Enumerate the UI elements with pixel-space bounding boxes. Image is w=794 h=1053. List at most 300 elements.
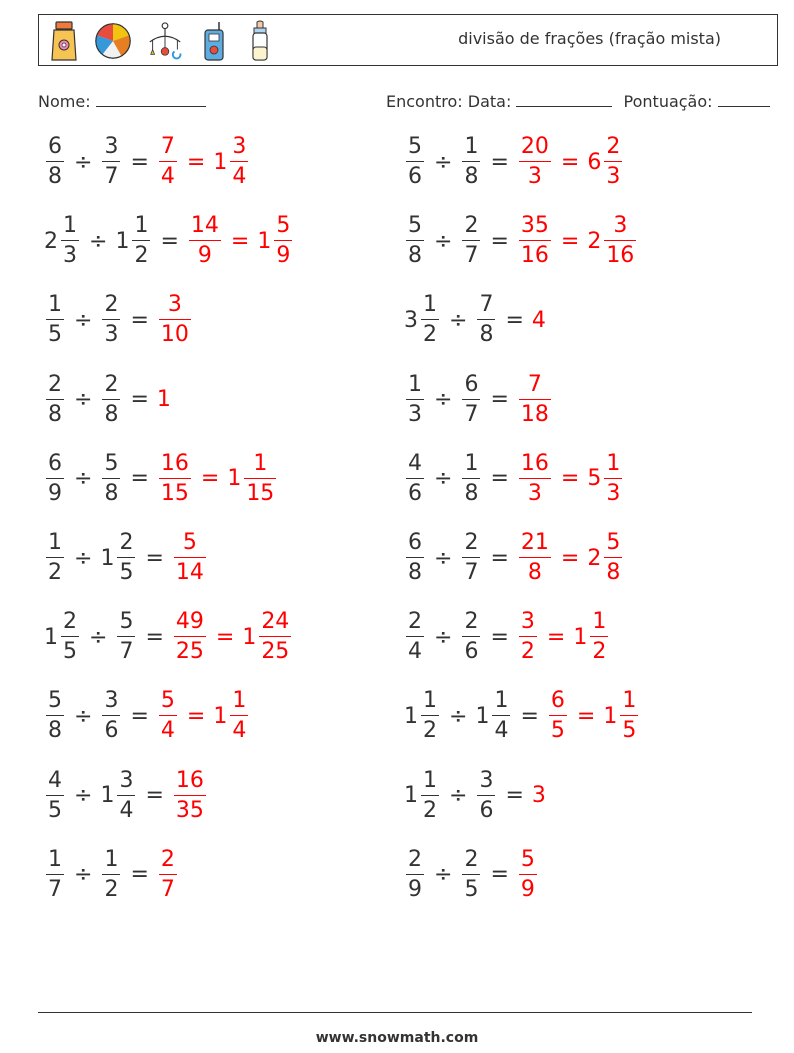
problem-1 <box>44 132 250 192</box>
problem-11 <box>44 528 208 588</box>
mixed-number <box>213 136 250 188</box>
numerator: 2 <box>408 846 422 872</box>
mixed-number <box>475 767 497 823</box>
mixed-number <box>100 846 122 902</box>
mixed-number <box>404 767 441 823</box>
equals-sign: = <box>490 228 509 254</box>
equals-sign: = <box>145 624 164 650</box>
denominator: 8 <box>48 401 62 427</box>
mixed-number <box>227 450 278 506</box>
mixed-number <box>115 215 152 267</box>
whole-part: 1 <box>213 703 228 729</box>
mixed-number <box>587 450 624 506</box>
whole-part: 1 <box>44 624 58 650</box>
equals-sign: = <box>560 149 580 175</box>
denominator: 2 <box>104 876 119 902</box>
mixed-number <box>100 690 122 742</box>
problem-17 <box>44 766 208 826</box>
denominator: 4 <box>408 639 422 665</box>
equals-sign: = <box>490 545 509 571</box>
fraction <box>117 767 135 823</box>
fraction-bar <box>102 715 120 716</box>
mixed-number <box>187 215 223 267</box>
fraction-bar <box>406 161 424 162</box>
fraction-bar <box>462 240 480 241</box>
numerator: 24 <box>261 609 290 635</box>
fraction-bar <box>406 240 424 241</box>
numerator: 2 <box>119 530 134 555</box>
mixed-number <box>44 846 66 902</box>
mixed-number <box>172 611 208 663</box>
fraction <box>604 450 622 506</box>
numerator: 4 <box>48 767 62 793</box>
fraction <box>519 371 551 427</box>
fraction <box>102 294 120 346</box>
equals-sign: = <box>560 466 580 492</box>
whole-part: 6 <box>587 149 602 175</box>
fraction-bar <box>132 240 150 241</box>
mixed-number <box>157 294 193 346</box>
fraction-bar <box>174 795 206 796</box>
denominator: 10 <box>160 322 189 348</box>
fraction-bar <box>102 161 120 162</box>
fraction <box>421 767 439 823</box>
fraction <box>174 767 206 823</box>
fraction <box>274 215 292 267</box>
divide-sign: ÷ <box>74 703 93 729</box>
denominator: 9 <box>48 480 62 506</box>
mixed-number <box>257 215 294 267</box>
numerator: 1 <box>48 530 62 555</box>
fraction <box>46 767 64 823</box>
numerator: 3 <box>167 292 182 318</box>
whole-part: 1 <box>257 228 272 254</box>
equals-sign: = <box>160 228 179 254</box>
fraction <box>492 690 510 742</box>
fraction <box>230 136 248 188</box>
equals-sign: = <box>130 466 149 492</box>
fraction <box>159 450 191 506</box>
mixed-number <box>517 532 553 584</box>
fraction-bar <box>549 715 567 716</box>
mixed-number <box>460 532 482 584</box>
mixed-number <box>172 532 208 584</box>
equals-sign: = <box>490 149 509 175</box>
fraction <box>519 450 551 506</box>
denominator: 2 <box>423 718 437 744</box>
problem-3 <box>44 211 294 271</box>
fraction-bar <box>406 557 424 558</box>
fraction-bar <box>421 795 439 796</box>
fraction-bar <box>159 161 177 162</box>
answer <box>517 371 553 427</box>
fraction <box>159 136 177 188</box>
whole-part: 1 <box>227 466 242 492</box>
fraction <box>102 846 120 902</box>
fraction-bar <box>620 715 638 716</box>
mixed-number <box>587 136 624 188</box>
numerator: 2 <box>606 134 621 159</box>
fraction-bar <box>46 795 64 796</box>
numerator: 5 <box>160 688 175 714</box>
mixed-number <box>517 371 553 427</box>
divide-sign: ÷ <box>449 703 468 729</box>
divide-sign: ÷ <box>434 624 453 650</box>
equals-sign: = <box>490 387 509 413</box>
numerator: 1 <box>494 688 509 714</box>
fraction-bar <box>102 319 120 320</box>
answer <box>157 450 278 506</box>
fraction <box>477 294 495 346</box>
denominator: 2 <box>134 243 149 269</box>
denominator: 8 <box>48 718 62 744</box>
fraction-bar <box>462 399 480 400</box>
equals-sign: = <box>145 783 164 809</box>
fraction-bar <box>406 874 424 875</box>
numerator: 1 <box>423 767 437 793</box>
mixed-number <box>517 136 553 188</box>
denominator: 8 <box>464 164 479 189</box>
denominator: 5 <box>48 322 62 348</box>
mixed-number <box>404 450 426 506</box>
numerator: 2 <box>464 530 479 555</box>
denominator: 15 <box>160 480 189 506</box>
answer <box>517 846 539 902</box>
header-icons <box>47 19 277 63</box>
mixed-number <box>517 846 539 902</box>
fraction <box>406 611 424 663</box>
answer <box>517 450 624 506</box>
numerator: 6 <box>550 688 565 714</box>
denominator: 7 <box>119 639 134 665</box>
numerator: 16 <box>520 450 549 476</box>
fraction-bar <box>462 478 480 479</box>
answer <box>517 532 624 584</box>
fraction <box>46 532 64 584</box>
whole-part: 1 <box>404 703 418 729</box>
problem-14 <box>404 607 610 667</box>
fraction <box>519 532 551 584</box>
fraction-bar <box>244 478 276 479</box>
problem-19 <box>44 845 179 905</box>
fraction-bar <box>519 161 551 162</box>
numerator: 5 <box>119 609 134 635</box>
equals-sign: = <box>505 307 524 333</box>
fraction-bar <box>159 874 177 875</box>
whole-part: 1 <box>573 624 588 650</box>
fraction-bar <box>102 399 120 400</box>
whole-part: 1 <box>100 783 115 809</box>
denominator: 6 <box>479 797 494 823</box>
denominator: 5 <box>119 560 134 585</box>
denominator: 8 <box>479 322 494 348</box>
mixed-number <box>404 846 426 902</box>
numerator: 1 <box>464 450 479 476</box>
equals-sign: = <box>560 228 580 254</box>
denominator: 14 <box>175 560 204 585</box>
fraction-bar <box>421 715 439 716</box>
answer <box>532 783 547 808</box>
whole-part: 3 <box>404 307 418 333</box>
name-blank[interactable] <box>96 92 206 107</box>
mixed-number <box>213 690 250 742</box>
fraction-bar <box>519 478 551 479</box>
footer-divider <box>38 1012 752 1013</box>
mixed-number <box>475 690 512 742</box>
fraction <box>117 532 135 584</box>
answer <box>157 846 179 902</box>
problem-7 <box>44 370 172 430</box>
fraction <box>117 611 135 663</box>
equals-sign: = <box>145 545 164 571</box>
denominator: 6 <box>464 639 479 665</box>
whole-part: 1 <box>115 228 130 254</box>
divide-sign: ÷ <box>434 862 453 888</box>
whole-part: 2 <box>587 228 602 254</box>
equals-sign: = <box>576 703 596 729</box>
mixed-number <box>587 215 638 267</box>
baby-monitor-icon <box>197 20 231 62</box>
denominator: 7 <box>464 560 479 585</box>
divide-sign: ÷ <box>89 624 108 650</box>
numerator: 3 <box>520 609 535 635</box>
numerator: 35 <box>520 213 549 239</box>
fraction <box>61 611 79 663</box>
mixed-number <box>100 136 122 188</box>
answer <box>157 387 172 412</box>
mixed-number <box>44 611 81 663</box>
numerator: 5 <box>276 213 291 239</box>
denominator: 9 <box>408 876 422 902</box>
fraction <box>519 215 551 267</box>
fraction-bar <box>46 161 64 162</box>
fraction <box>620 690 638 742</box>
fraction-bar <box>590 636 608 637</box>
denominator: 7 <box>160 876 175 902</box>
divide-sign: ÷ <box>74 545 93 571</box>
fraction-bar <box>519 874 537 875</box>
denominator: 15 <box>246 480 275 506</box>
numerator: 6 <box>464 371 479 397</box>
fraction <box>46 371 64 427</box>
whole-part: 3 <box>531 783 546 809</box>
mixed-number <box>404 532 426 584</box>
denominator: 25 <box>261 639 290 665</box>
fraction <box>406 215 424 267</box>
problem-6 <box>404 290 547 350</box>
problem-20 <box>404 845 539 905</box>
whole-part: 1 <box>475 703 490 729</box>
fraction <box>462 215 480 267</box>
mixed-number <box>100 532 137 584</box>
fraction <box>421 690 439 742</box>
denominator: 2 <box>48 560 62 585</box>
numerator: 1 <box>622 688 637 714</box>
divide-sign: ÷ <box>74 862 93 888</box>
fraction <box>462 450 480 506</box>
equals-sign: = <box>215 624 235 650</box>
fraction-bar <box>46 319 64 320</box>
numerator: 2 <box>464 846 479 872</box>
page-title: divisão de frações (fração mista) <box>458 29 721 48</box>
numerator: 1 <box>464 134 479 159</box>
fraction <box>462 532 480 584</box>
fraction-bar <box>519 636 537 637</box>
mixed-number <box>44 136 66 188</box>
fraction-bar <box>102 874 120 875</box>
fraction-bar <box>159 319 191 320</box>
denominator: 3 <box>408 401 422 427</box>
fraction <box>174 611 206 663</box>
divide-sign: ÷ <box>434 466 453 492</box>
encounter-label: Encontro: Data: <box>386 92 512 111</box>
denominator: 5 <box>622 718 637 744</box>
fraction-bar <box>421 319 439 320</box>
mixed-number <box>157 846 179 902</box>
numerator: 3 <box>119 767 134 793</box>
fraction-bar <box>462 161 480 162</box>
fraction <box>519 611 537 663</box>
denominator: 8 <box>104 401 119 427</box>
fraction-bar <box>230 161 248 162</box>
mixed-number <box>172 767 208 823</box>
numerator: 2 <box>464 609 479 635</box>
mixed-number <box>532 308 547 333</box>
numerator: 1 <box>48 292 62 318</box>
fraction <box>604 136 622 188</box>
numerator: 16 <box>160 450 189 476</box>
denominator: 3 <box>527 164 542 189</box>
fraction <box>477 767 495 823</box>
fraction-bar <box>117 795 135 796</box>
denominator: 4 <box>160 164 175 189</box>
divide-sign: ÷ <box>89 228 108 254</box>
numerator: 5 <box>408 134 422 159</box>
mixed-number <box>44 215 81 267</box>
mixed-number <box>44 450 66 506</box>
mixed-number <box>532 783 547 808</box>
fraction-bar <box>477 319 495 320</box>
fraction <box>159 294 191 346</box>
numerator: 2 <box>48 371 62 397</box>
numerator: 1 <box>48 846 62 872</box>
equals-sign: = <box>186 149 206 175</box>
answer <box>172 611 293 663</box>
mixed-number <box>242 611 293 663</box>
numerator: 5 <box>606 530 621 555</box>
fraction-bar <box>492 715 510 716</box>
mixed-number <box>603 690 640 742</box>
denominator: 3 <box>63 243 77 269</box>
fraction <box>406 450 424 506</box>
denominator: 18 <box>520 401 549 427</box>
numerator: 2 <box>464 213 479 239</box>
mixed-number <box>460 846 482 902</box>
fraction-bar <box>174 557 206 558</box>
mixed-number <box>44 767 66 823</box>
fraction-bar <box>117 557 135 558</box>
equals-sign: = <box>130 307 149 333</box>
mixed-number <box>44 294 66 346</box>
worksheet-header <box>38 14 778 66</box>
fraction-bar <box>46 478 64 479</box>
numerator: 3 <box>479 767 494 793</box>
divide-sign: ÷ <box>449 307 468 333</box>
mixed-number <box>573 611 610 663</box>
fraction-bar <box>462 874 480 875</box>
problem-2 <box>404 132 624 192</box>
fraction <box>590 611 608 663</box>
fraction <box>406 532 424 584</box>
numerator: 1 <box>408 371 422 397</box>
score-label: Pontuação: <box>623 92 713 111</box>
equals-sign: = <box>546 624 566 650</box>
denominator: 3 <box>104 322 119 348</box>
fraction <box>132 215 150 267</box>
footer-site: www.snowmath.com <box>315 1030 479 1046</box>
denominator: 3 <box>606 164 621 189</box>
fraction-bar <box>604 161 622 162</box>
answer <box>517 136 624 188</box>
equals-sign: = <box>186 703 206 729</box>
fraction-bar <box>462 557 480 558</box>
problem-10 <box>404 449 624 509</box>
fraction <box>159 690 177 742</box>
numerator: 5 <box>408 213 422 239</box>
numerator: 3 <box>104 688 119 714</box>
denominator: 4 <box>232 718 247 744</box>
fraction <box>244 450 276 506</box>
fraction <box>259 611 291 663</box>
denominator: 5 <box>550 718 565 744</box>
problem-8 <box>404 370 553 430</box>
denominator: 8 <box>104 480 119 506</box>
fraction <box>406 371 424 427</box>
mixed-number <box>587 532 624 584</box>
fraction-bar <box>46 399 64 400</box>
date-blank[interactable] <box>516 92 612 107</box>
beach-ball-icon <box>93 20 133 62</box>
date-score-fields <box>386 92 770 111</box>
fraction <box>549 690 567 742</box>
divide-sign: ÷ <box>74 387 93 413</box>
mixed-number <box>157 387 172 412</box>
fraction-bar <box>604 557 622 558</box>
numerator: 1 <box>232 688 247 714</box>
denominator: 16 <box>606 243 635 269</box>
score-blank[interactable] <box>718 92 770 107</box>
whole-part: 1 <box>100 545 115 571</box>
denominator: 9 <box>276 243 291 269</box>
name-label: Nome: <box>38 92 91 111</box>
answer <box>172 767 208 823</box>
denominator: 2 <box>423 322 437 348</box>
fraction <box>102 450 120 506</box>
fraction <box>102 136 120 188</box>
fraction <box>174 532 206 584</box>
problem-4 <box>404 211 638 271</box>
whole-part: 1 <box>603 703 618 729</box>
mixed-number <box>44 532 66 584</box>
denominator: 7 <box>464 243 479 269</box>
fraction-bar <box>174 636 206 637</box>
fraction <box>102 690 120 742</box>
numerator: 6 <box>48 450 62 476</box>
fraction <box>46 846 64 902</box>
numerator: 20 <box>520 134 549 159</box>
fraction-bar <box>189 240 221 241</box>
divide-sign: ÷ <box>74 466 93 492</box>
